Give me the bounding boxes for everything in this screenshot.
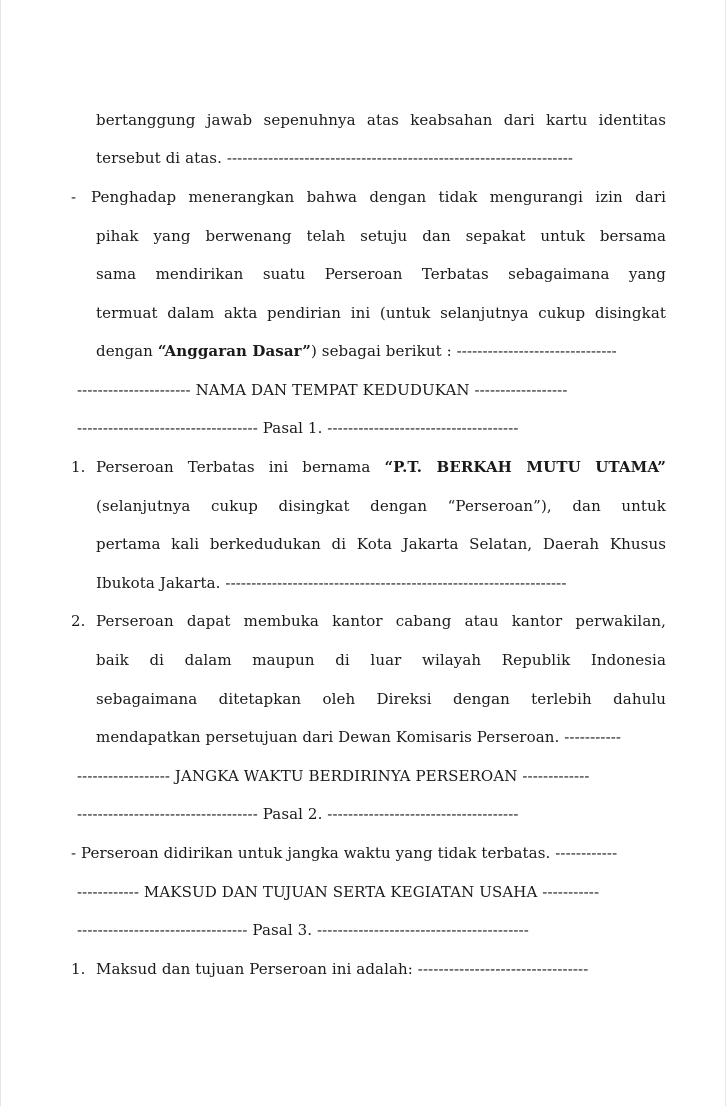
list-number: 2.: [71, 612, 86, 630]
article-heading: --------------------------------- Pasal 3. -----------------------------------------: [77, 921, 529, 939]
section-heading: ------------------ JANGKA WAKTU BERDIRINYA PERSEROAN -------------: [77, 767, 590, 785]
list-number: 1.: [71, 960, 86, 978]
text-line: baik di dalam maupun di luar wilayah Republik Indonesia: [96, 651, 666, 669]
text-line: - Perseroan didirikan untuk jangka waktu yang tidak terbatas. ------------: [71, 844, 618, 862]
text-line: sebagaimana ditetapkan oleh Direksi dengan terlebih dahulu: [96, 690, 666, 708]
text-line: pihak yang berwenang telah setuju dan sepakat untuk bersama: [96, 227, 666, 245]
text-line: Maksud dan tujuan Perseroan ini adalah: ---------------------------------: [96, 960, 589, 978]
text-line: termuat dalam akta pendirian ini (untuk selanjutnya cukup disingkat: [96, 304, 666, 322]
section-heading: ------------ MAKSUD DAN TUJUAN SERTA KEGIATAN USAHA -----------: [77, 883, 600, 901]
section-heading: ---------------------- NAMA DAN TEMPAT KEDUDUKAN ------------------: [77, 381, 568, 399]
list-number: 1.: [71, 458, 86, 476]
text-line: Ibukota Jakarta. ------------------------------------------------------------------: [96, 574, 567, 592]
text-line: [96, 341, 617, 361]
text-line: sama mendirikan suatu Perseroan Terbatas sebagaimana yang: [96, 265, 666, 283]
text-line: [96, 457, 666, 477]
text-segment: Perseroan Terbatas ini bernama: [96, 458, 385, 476]
text-line: bertanggung jawab sepenuhnya atas keabsahan dari kartu identitas: [96, 111, 666, 129]
company-name: “P.T. BERKAH MUTU UTAMA”: [384, 458, 667, 476]
bold-term: “Anggaran Dasar”: [157, 342, 311, 360]
text-line: Penghadap menerangkan bahwa dengan tidak mengurangi izin dari: [91, 188, 666, 206]
bullet-marker: -: [71, 188, 77, 206]
text-segment: ) sebagai berikut : -------------------------------: [310, 342, 617, 360]
text-line: mendapatkan persetujuan dari Dewan Komisaris Perseroan. -----------: [96, 728, 622, 746]
text-line: pertama kali berkedudukan di Kota Jakarta Selatan, Daerah Khusus: [96, 535, 666, 553]
text-line: tersebut di atas. -------------------------------------------------------------------: [96, 149, 574, 167]
article-heading: ----------------------------------- Pasal 1. -------------------------------------: [77, 419, 519, 437]
text-segment: dengan: [96, 342, 158, 360]
text-line: (selanjutnya cukup disingkat dengan “Perseroan”), dan untuk: [96, 497, 666, 515]
text-line: Perseroan dapat membuka kantor cabang atau kantor perwakilan,: [96, 612, 666, 630]
article-heading: ----------------------------------- Pasal 2. -------------------------------------: [77, 805, 519, 823]
